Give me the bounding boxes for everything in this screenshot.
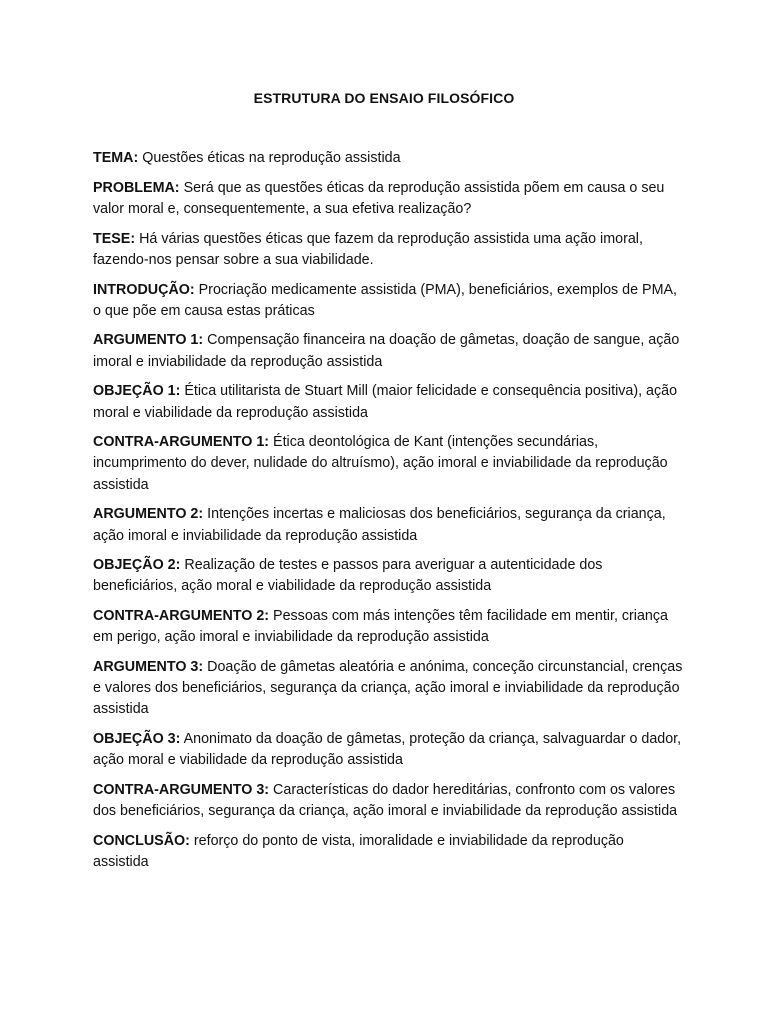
- section-text: Será que as questões éticas da reprodução assistida põem em causa o seu valor moral e, consequentemente, a sua efetiva realização?: [93, 179, 665, 217]
- section-argumento-2: [93, 504, 683, 546]
- section-label: OBJEÇÃO 3:: [93, 731, 181, 748]
- section-text: Há várias questões éticas que fazem da reprodução assistida uma ação imoral, fazendo-nos pensar sobre a sua viabilidade.: [93, 230, 643, 268]
- section-label: TESE:: [93, 230, 136, 247]
- section-text: Procriação medicamente assistida (PMA), beneficiários, exemplos de PMA, o que põe em causa estas práticas: [93, 281, 677, 319]
- section-text: Pessoas com más intenções têm facilidade em mentir, criança em perigo, ação imoral e inviabilidade da reprodução assistida: [93, 608, 668, 646]
- section-label: PROBLEMA:: [93, 179, 180, 196]
- section-label: TEMA:: [93, 150, 139, 166]
- section-label: CONTRA-ARGUMENTO 3:: [93, 782, 270, 799]
- section-label: ARGUMENTO 2:: [93, 506, 204, 523]
- section-text: Doação de gâmetas aleatória e anónima, conceção circunstancial, crenças e valores dos beneficiários, segurança da criança, ação imoral e inviabilidade da reprodução assistida: [93, 659, 683, 718]
- section-problema: [93, 178, 683, 220]
- section-label: INTRODUÇÃO:: [93, 281, 195, 298]
- document-title: ESTRUTURA DO ENSAIO FILOSÓFICO: [253, 90, 515, 106]
- section-text: Realização de testes e passos para averiguar a autenticidade dos beneficiários, ação moral e viabilidade da reprodução assistida: [93, 557, 603, 595]
- section-label: OBJEÇÃO 2:: [93, 557, 181, 574]
- section-text: Anonimato da doação de gâmetas, proteção da criança, salvaguardar o dador, ação moral e viabilidade da reprodução assistida: [93, 731, 682, 769]
- section-objecao-3: [93, 729, 683, 771]
- section-contra-argumento-2: [93, 606, 683, 648]
- section-argumento-3: [93, 657, 683, 721]
- section-text: Ética utilitarista de Stuart Mill (maior felicidade e consequência positiva), ação moral e viabilidade da reprodução assistida: [93, 383, 678, 421]
- section-objecao-2: [93, 555, 683, 597]
- section-tema: [93, 148, 683, 169]
- section-introducao: [93, 280, 683, 322]
- section-label: CONCLUSÃO:: [93, 832, 190, 849]
- section-text: Intenções incertas e maliciosas dos beneficiários, segurança da criança, ação imoral e inviabilidade da reprodução assistida: [93, 506, 666, 544]
- section-label: CONTRA-ARGUMENTO 1:: [93, 434, 270, 451]
- section-label: ARGUMENTO 3:: [93, 659, 204, 676]
- section-label: CONTRA-ARGUMENTO 2:: [93, 608, 270, 625]
- section-label: OBJEÇÃO 1:: [93, 383, 181, 400]
- section-text: Questões éticas na reprodução assistida: [142, 150, 401, 166]
- essay-structure-list: [93, 148, 683, 882]
- section-contra-argumento-1: [93, 432, 683, 496]
- section-text: Ética deontológica de Kant (intenções secundárias, incumprimento do dever, nulidade do altruísmo), ação imoral e inviabilidade da reprodução assistida: [93, 434, 668, 493]
- section-conclusao: [93, 831, 683, 873]
- section-argumento-1: [93, 330, 683, 372]
- section-tese: [93, 229, 683, 271]
- section-objecao-1: [93, 381, 683, 423]
- section-text: reforço do ponto de vista, imoralidade e inviabilidade da reprodução assistida: [93, 832, 624, 871]
- section-label: ARGUMENTO 1:: [93, 332, 204, 349]
- section-contra-argumento-3: [93, 780, 683, 822]
- section-text: Compensação financeira na doação de gâmetas, doação de sangue, ação imoral e inviabilidade da reprodução assistida: [93, 332, 680, 370]
- section-text: Características do dador hereditárias, confronto com os valores dos beneficiários, segurança da criança, ação imoral e inviabilidade da reprodução assistida: [93, 782, 678, 820]
